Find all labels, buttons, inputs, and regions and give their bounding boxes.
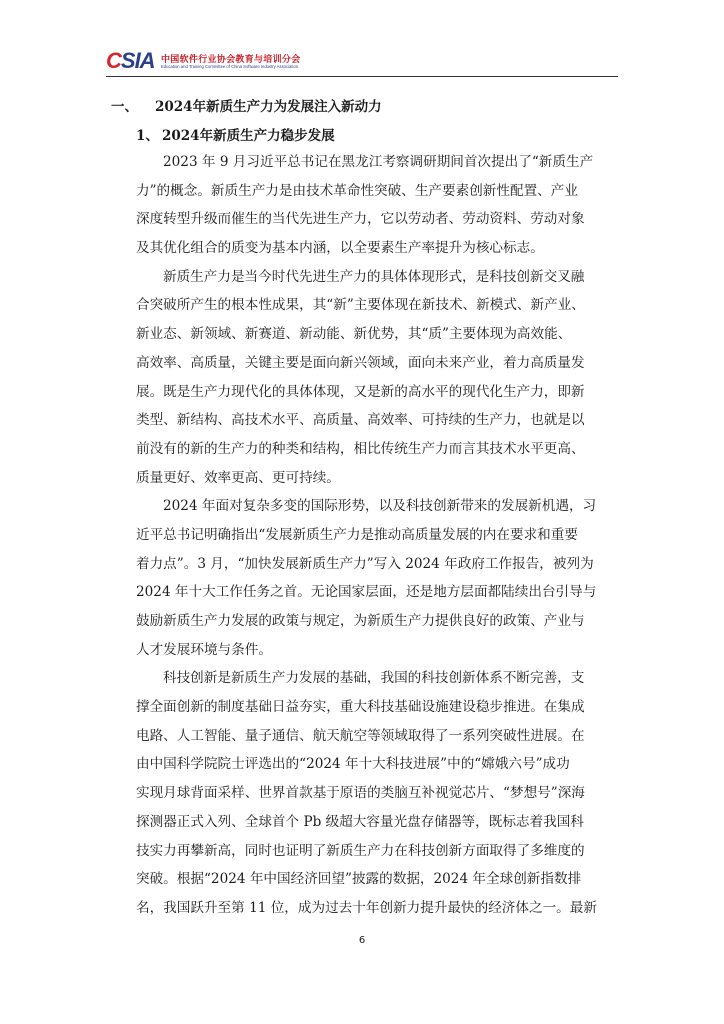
text-line: 撑全面创新的制度基础日益夯实，重大科技基础设施建设稳步推进。在集成 xyxy=(136,699,585,716)
text-line: 实现月球背面采样、世界首款基于原语的类脑互补视觉芯片、“梦想号”深海 xyxy=(136,785,585,802)
text-line: 前没有的新的生产力的种类和结构，相比传统生产力而言其技术水平更高、 xyxy=(136,440,585,457)
text-line: 2023 年 9 月习近平总书记在黑龙江考察调研期间首次提出了“新质生产 xyxy=(163,154,594,170)
text-line: 2024 年面对复杂多变的国际形势，以及科技创新带来的发展新机遇，习 xyxy=(163,498,597,515)
text-line: 技实力再攀新高，同时也证明了新质生产力在科技创新方面取得了多维度的 xyxy=(136,842,585,859)
text-line: 2024 年十大工作任务之首。无论国家层面，还是地方层面都陆续出台引导与 xyxy=(136,584,597,601)
org-name: 中国软件行业协会教育与培训分会 xyxy=(161,55,301,65)
text-line: 由中国科学院院士评选出的“2024 年十大科技进展”中的“嫦娥六号”成功 xyxy=(136,756,570,773)
text-line: 展。既是生产力现代化的具体体现，又是新的高水平的现代化生产力，即新 xyxy=(136,383,585,400)
csia-logo: CSIA xyxy=(106,48,155,73)
page-header xyxy=(106,48,618,78)
text-line: 探测器正式入列、全球首个 Pb 级超大容量光盘存储器等，既标志着我国科 xyxy=(136,813,584,830)
text-line: 着力点”。3 月，“加快发展新质生产力”写入 2024 年政府工作报告，被列为 xyxy=(136,555,594,572)
text-line: 类型、新结构、高技术水平、高质量、高效率、可持续的生产力，也就是以 xyxy=(136,412,585,429)
section-heading xyxy=(111,95,382,115)
text-line: 人才发展环境与条件。 xyxy=(136,641,272,658)
text-line: 质量更好、效率更高、更可持续。 xyxy=(136,469,340,486)
text-line: 近平总书记明确指出“发展新质生产力是推动高质量发展的内在要求和重要 xyxy=(136,526,578,543)
text-line: 合突破所产生的根本性成果，其“新”主要体现在新技术、新模式、新产业、 xyxy=(136,297,585,314)
header-divider xyxy=(106,76,618,77)
text-line: 名，我国跃升至第 11 位，成为过去十年创新力提升最快的经济体之一。最新 xyxy=(136,899,597,916)
text-line: 突破。根据“2024 年中国经济回望”披露的数据，2024 年全球创新指数排 xyxy=(136,871,582,888)
section-title: 2024年新质生产力为发展注入新动力 xyxy=(155,99,382,115)
text-line: 深度转型升级而催生的当代先进生产力，它以劳动者、劳动资料、劳动对象 xyxy=(136,211,585,228)
section-number: 一、 xyxy=(111,99,138,115)
text-line: 及其优化组合的质变为基本内涵，以全要素生产率提升为核心标志。 xyxy=(136,240,544,257)
text-line: 高效率、高质量，关键主要是面向新兴领域，面向未来产业，着力高质量发 xyxy=(136,354,585,371)
subsection-heading xyxy=(136,124,335,144)
text-line: 新质生产力是当今时代先进生产力的具体体现形式，是科技创新交叉融 xyxy=(163,268,585,285)
text-line: 电路、人工智能、量子通信、航天航空等领域取得了一系列突破性进展。在 xyxy=(136,727,585,744)
text-line: 力”的概念。新质生产力是由技术革命性突破、生产要素创新性配置、产业 xyxy=(136,182,578,199)
subsection-number: 1、 xyxy=(136,128,159,144)
text-line: 鼓励新质生产力发展的政策与规定，为新质生产力提供良好的政策、产业与 xyxy=(136,613,585,629)
body-text xyxy=(136,148,614,923)
subsection-title: 2024年新质生产力稳步发展 xyxy=(162,128,335,144)
text-line: 新业态、新领域、新赛道、新动能、新优势，其“质”主要体现为高效能、 xyxy=(136,326,572,343)
text-line: 科技创新是新质生产力发展的基础，我国的科技创新体系不断完善，支 xyxy=(163,670,585,687)
page-number: 6 xyxy=(358,935,366,946)
org-name-en: Education and Training Committee of China Software Industry Association xyxy=(161,64,299,69)
